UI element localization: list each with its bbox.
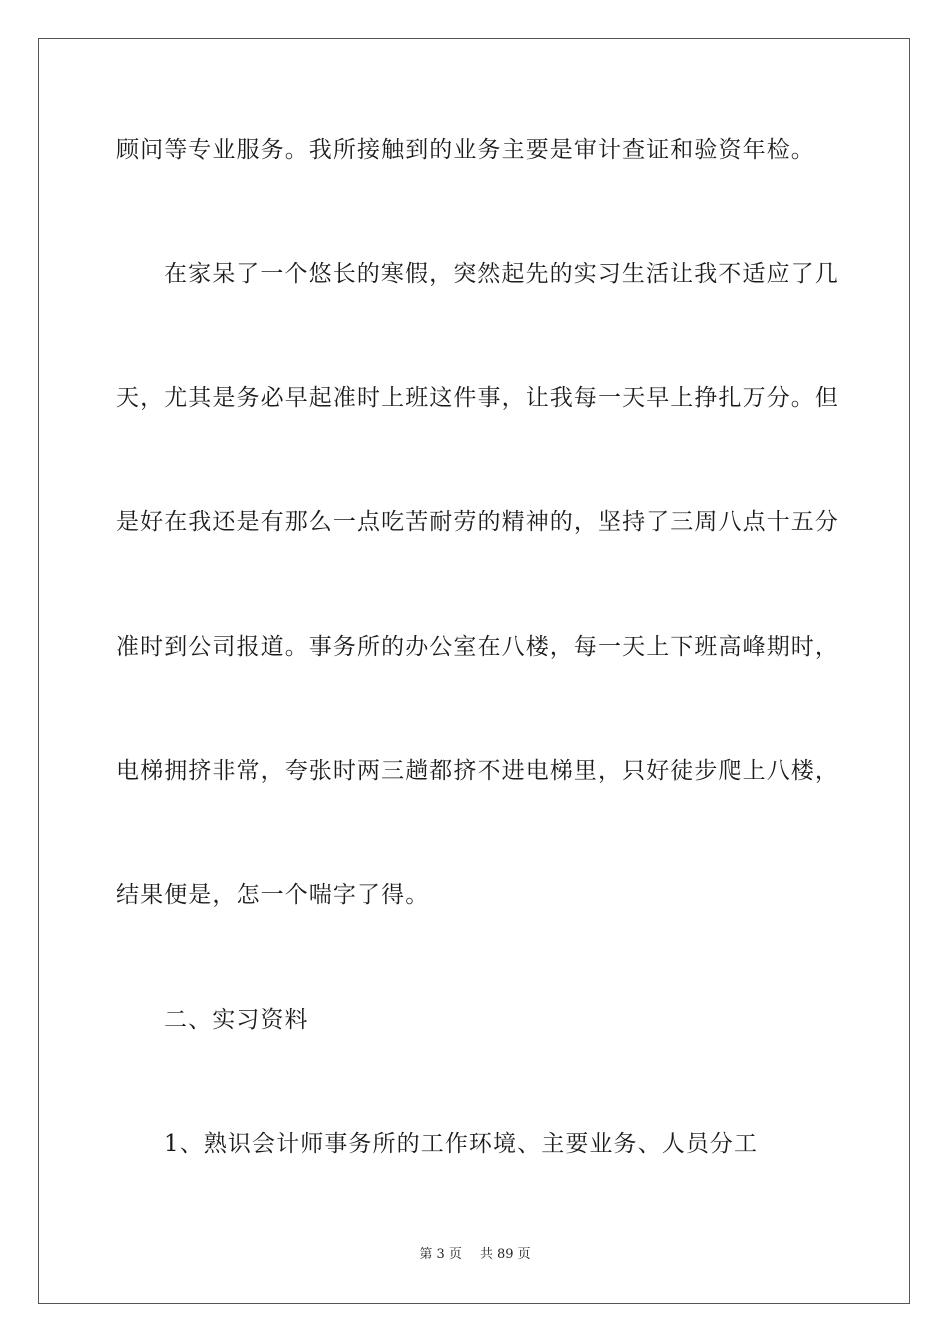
page-number: 第 3 页 (419, 1247, 462, 1262)
subsection-heading: 1、熟识会计师事务所的工作环境、主要业务、人员分工 (164, 1131, 759, 1157)
page-total: 共 89 页 (479, 1247, 531, 1262)
body-line-5: 准时到公司报道。事务所的办公室在八楼，每一天上下班高峰期时， (116, 634, 839, 660)
body-line-1: 顾问等专业服务。我所接触到的业务主要是审计查证和验资年检。 (116, 137, 815, 163)
section-heading: 二、实习资料 (164, 1007, 309, 1033)
page-footer (0, 1247, 950, 1263)
body-line-6: 电梯拥挤非常，夸张时两三趟都挤不进电梯里，只好徒步爬上八楼， (116, 758, 839, 784)
body-line-7: 结果便是，怎一个喘字了得。 (116, 882, 430, 908)
body-line-2: 在家呆了一个悠长的寒假，突然起先的实习生活让我不适应了几 (164, 261, 839, 287)
body-line-4: 是好在我还是有那么一点吃苦耐劳的精神的，坚持了三周八点十五分 (116, 509, 839, 535)
page-frame (38, 38, 910, 1304)
body-line-3: 天，尤其是务必早起准时上班这件事，让我每一天早上挣扎万分。但 (116, 385, 839, 411)
